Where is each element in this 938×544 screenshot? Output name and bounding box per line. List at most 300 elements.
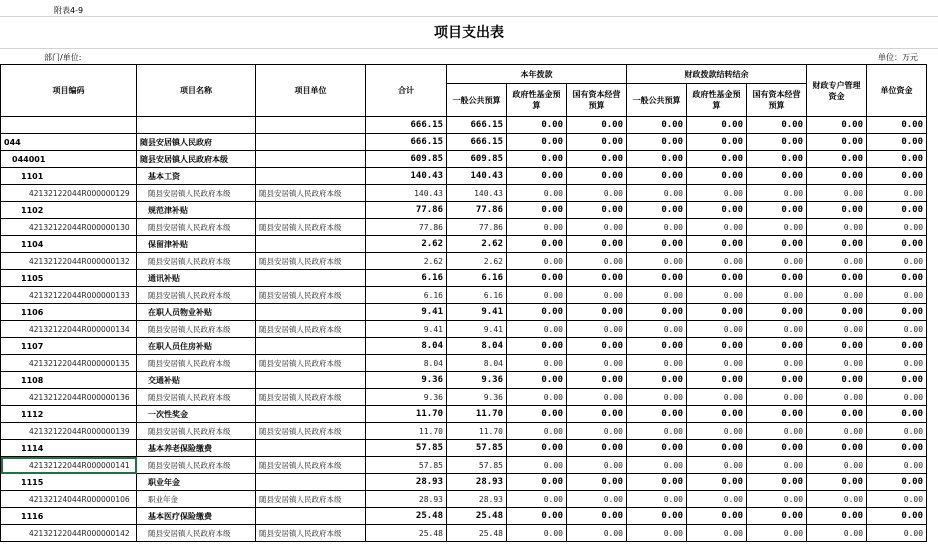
cell-value[interactable]: 0.00 — [747, 151, 807, 168]
cell-value[interactable]: 28.93 — [447, 474, 507, 491]
cell-value[interactable]: 0.00 — [687, 304, 747, 321]
cell-code[interactable]: 1102 — [1, 202, 137, 219]
cell-value[interactable]: 0.00 — [867, 474, 927, 491]
cell-unit[interactable]: 随县安居镇人民政府本级 — [256, 491, 366, 508]
cell-value[interactable]: 0.00 — [867, 151, 927, 168]
cell-value[interactable]: 0.00 — [567, 372, 627, 389]
cell-value[interactable]: 0.00 — [627, 508, 687, 525]
cell-value[interactable]: 0.00 — [867, 304, 927, 321]
cell-value[interactable]: 0.00 — [627, 321, 687, 338]
cell-value[interactable]: 0.00 — [867, 236, 927, 253]
cell-value[interactable]: 0.00 — [747, 423, 807, 440]
cell-name[interactable]: 基本医疗保险缴费 — [137, 508, 256, 525]
cell-value[interactable]: 666.15 — [447, 117, 507, 134]
cell-value[interactable]: 0.00 — [627, 253, 687, 270]
cell-value[interactable]: 0.00 — [807, 491, 867, 508]
cell-value[interactable]: 0.00 — [627, 389, 687, 406]
cell-value[interactable]: 0.00 — [747, 406, 807, 423]
cell-value[interactable]: 0.00 — [747, 134, 807, 151]
cell-name[interactable]: 随县安居镇人民政府本级 — [137, 525, 256, 542]
cell-value[interactable]: 0.00 — [867, 440, 927, 457]
header-carry-fund[interactable]: 政府性基金预算 — [687, 84, 747, 117]
cell-value[interactable]: 0.00 — [687, 355, 747, 372]
cell-name[interactable]: 职业年金 — [137, 474, 256, 491]
cell-value[interactable]: 0.00 — [747, 270, 807, 287]
cell-value[interactable]: 9.36 — [447, 372, 507, 389]
cell-value[interactable]: 9.36 — [447, 389, 507, 406]
cell-value[interactable]: 0.00 — [867, 168, 927, 185]
cell-value[interactable]: 0.00 — [687, 321, 747, 338]
cell-code[interactable]: 044001 — [1, 151, 137, 168]
cell-value[interactable]: 8.04 — [366, 355, 447, 372]
cell-code[interactable]: 42132122044R000000135 — [1, 355, 137, 372]
cell-unit[interactable] — [256, 270, 366, 287]
cell-value[interactable]: 0.00 — [627, 491, 687, 508]
cell-value[interactable]: 0.00 — [747, 440, 807, 457]
cell-value[interactable]: 0.00 — [807, 304, 867, 321]
cell-name[interactable]: 随县安居镇人民政府 — [137, 134, 256, 151]
cell-value[interactable]: 0.00 — [807, 321, 867, 338]
cell-value[interactable]: 140.43 — [366, 168, 447, 185]
cell-value[interactable]: 0.00 — [747, 287, 807, 304]
cell-value[interactable]: 0.00 — [807, 117, 867, 134]
cell-code[interactable]: 42132122044R000000139 — [1, 423, 137, 440]
cell-value[interactable]: 0.00 — [627, 423, 687, 440]
cell-value[interactable]: 0.00 — [687, 202, 747, 219]
cell-value[interactable]: 0.00 — [807, 168, 867, 185]
cell-value[interactable]: 2.62 — [447, 236, 507, 253]
cell-unit[interactable] — [256, 304, 366, 321]
cell-unit[interactable] — [256, 134, 366, 151]
cell-value[interactable]: 0.00 — [507, 338, 567, 355]
cell-value[interactable]: 9.41 — [366, 321, 447, 338]
cell-value[interactable]: 2.62 — [447, 253, 507, 270]
cell-name[interactable]: 随县安居镇人民政府本级 — [137, 355, 256, 372]
cell-code[interactable]: 42132124044R000000106 — [1, 491, 137, 508]
cell-value[interactable]: 0.00 — [627, 440, 687, 457]
cell-value[interactable]: 0.00 — [567, 219, 627, 236]
cell-value[interactable]: 57.85 — [366, 440, 447, 457]
cell-value[interactable]: 8.04 — [447, 355, 507, 372]
cell-value[interactable]: 0.00 — [807, 219, 867, 236]
cell-value[interactable]: 9.36 — [366, 372, 447, 389]
cell-code[interactable]: 1116 — [1, 508, 137, 525]
cell-value[interactable]: 0.00 — [807, 236, 867, 253]
cell-value[interactable]: 666.15 — [366, 134, 447, 151]
cell-value[interactable]: 0.00 — [687, 219, 747, 236]
cell-value[interactable]: 2.62 — [366, 236, 447, 253]
cell-code[interactable]: 1115 — [1, 474, 137, 491]
cell-value[interactable]: 0.00 — [567, 440, 627, 457]
cell-unit[interactable] — [256, 151, 366, 168]
cell-code[interactable]: 42132122044R000000133 — [1, 287, 137, 304]
header-carry-state[interactable]: 国有资本经营预算 — [747, 84, 807, 117]
cell-value[interactable]: 140.43 — [366, 185, 447, 202]
cell-value[interactable]: 0.00 — [807, 287, 867, 304]
cell-code[interactable]: 42132122044R000000136 — [1, 389, 137, 406]
cell-value[interactable]: 0.00 — [627, 457, 687, 474]
cell-value[interactable]: 0.00 — [627, 406, 687, 423]
cell-value[interactable]: 0.00 — [567, 457, 627, 474]
cell-value[interactable]: 0.00 — [867, 321, 927, 338]
cell-value[interactable]: 0.00 — [507, 185, 567, 202]
cell-value[interactable]: 0.00 — [687, 491, 747, 508]
cell-value[interactable]: 77.86 — [366, 202, 447, 219]
cell-code[interactable]: 1107 — [1, 338, 137, 355]
dept-label[interactable]: 部门/单位: — [44, 53, 82, 62]
cell-value[interactable]: 0.00 — [507, 372, 567, 389]
cell-value[interactable]: 0.00 — [747, 525, 807, 542]
cell-value[interactable]: 609.85 — [447, 151, 507, 168]
cell-value[interactable]: 0.00 — [567, 355, 627, 372]
cell-value[interactable]: 0.00 — [687, 423, 747, 440]
cell-value[interactable]: 6.16 — [447, 270, 507, 287]
cell-value[interactable]: 0.00 — [627, 117, 687, 134]
cell-name[interactable]: 在职人员住房补贴 — [137, 338, 256, 355]
cell-value[interactable]: 0.00 — [687, 457, 747, 474]
unit-label[interactable]: 单位：万元 — [878, 53, 918, 62]
header-special[interactable]: 财政专户管理资金 — [807, 65, 867, 117]
cell-value[interactable]: 0.00 — [627, 151, 687, 168]
cell-value[interactable]: 0.00 — [867, 338, 927, 355]
cell-value[interactable]: 0.00 — [567, 185, 627, 202]
cell-value[interactable]: 0.00 — [567, 134, 627, 151]
sheet-label[interactable]: 附表4-9 — [54, 6, 84, 15]
cell-value[interactable]: 0.00 — [627, 202, 687, 219]
cell-value[interactable]: 11.70 — [447, 423, 507, 440]
cell-value[interactable]: 11.70 — [366, 406, 447, 423]
cell-name[interactable]: 随县安居镇人民政府本级 — [137, 457, 256, 474]
cell-value[interactable]: 0.00 — [567, 423, 627, 440]
cell-code[interactable]: 1101 — [1, 168, 137, 185]
cell-value[interactable]: 0.00 — [507, 304, 567, 321]
cell-name[interactable]: 基本养老保险缴费 — [137, 440, 256, 457]
cell-value[interactable]: 28.93 — [366, 491, 447, 508]
cell-name[interactable]: 随县安居镇人民政府本级 — [137, 185, 256, 202]
cell-value[interactable]: 0.00 — [567, 508, 627, 525]
cell-value[interactable]: 0.00 — [747, 338, 807, 355]
cell-value[interactable]: 0.00 — [687, 270, 747, 287]
cell-value[interactable]: 0.00 — [507, 525, 567, 542]
cell-value[interactable]: 0.00 — [807, 440, 867, 457]
cell-value[interactable]: 0.00 — [507, 287, 567, 304]
cell-value[interactable]: 0.00 — [807, 389, 867, 406]
cell-name[interactable]: 在职人员物业补贴 — [137, 304, 256, 321]
cell-value[interactable]: 0.00 — [507, 440, 567, 457]
cell-unit[interactable]: 随县安居镇人民政府本级 — [256, 287, 366, 304]
cell-value[interactable]: 77.86 — [366, 219, 447, 236]
cell-code[interactable]: 1104 — [1, 236, 137, 253]
cell-unit[interactable]: 随县安居镇人民政府本级 — [256, 389, 366, 406]
cell-value[interactable]: 0.00 — [507, 491, 567, 508]
cell-value[interactable]: 0.00 — [807, 457, 867, 474]
cell-name[interactable]: 随县安居镇人民政府本级 — [137, 321, 256, 338]
cell-value[interactable]: 25.48 — [447, 508, 507, 525]
cell-code[interactable]: 42132122044R000000129 — [1, 185, 137, 202]
cell-value[interactable]: 0.00 — [747, 236, 807, 253]
header-group-current[interactable]: 本年拨款 — [447, 65, 627, 84]
cell-value[interactable]: 0.00 — [627, 338, 687, 355]
cell-unit[interactable] — [256, 508, 366, 525]
cell-value[interactable]: 0.00 — [507, 134, 567, 151]
header-unit[interactable]: 项目单位 — [256, 65, 366, 117]
cell-value[interactable]: 0.00 — [807, 423, 867, 440]
cell-value[interactable]: 0.00 — [687, 406, 747, 423]
header-general[interactable]: 一般公共预算 — [447, 84, 507, 117]
cell-value[interactable]: 0.00 — [567, 491, 627, 508]
cell-name[interactable]: 通讯补贴 — [137, 270, 256, 287]
cell-value[interactable]: 0.00 — [687, 151, 747, 168]
cell-value[interactable]: 0.00 — [507, 321, 567, 338]
cell-value[interactable]: 0.00 — [627, 474, 687, 491]
cell-value[interactable]: 0.00 — [687, 389, 747, 406]
cell-value[interactable]: 0.00 — [507, 474, 567, 491]
cell-code[interactable]: 1105 — [1, 270, 137, 287]
cell-value[interactable]: 0.00 — [747, 457, 807, 474]
cell-value[interactable]: 0.00 — [507, 355, 567, 372]
cell-value[interactable]: 0.00 — [507, 389, 567, 406]
cell-value[interactable]: 0.00 — [867, 287, 927, 304]
cell-value[interactable]: 0.00 — [747, 219, 807, 236]
cell-value[interactable]: 0.00 — [687, 508, 747, 525]
cell-value[interactable]: 0.00 — [687, 185, 747, 202]
cell-value[interactable]: 25.48 — [366, 525, 447, 542]
cell-value[interactable]: 0.00 — [747, 253, 807, 270]
cell-value[interactable]: 0.00 — [747, 185, 807, 202]
cell-code[interactable]: 1106 — [1, 304, 137, 321]
cell-value[interactable]: 0.00 — [867, 508, 927, 525]
cell-value[interactable]: 57.85 — [447, 457, 507, 474]
cell-code[interactable]: 044 — [1, 134, 137, 151]
cell-name[interactable]: 规范津补贴 — [137, 202, 256, 219]
cell-unit[interactable] — [256, 440, 366, 457]
cell-value[interactable]: 0.00 — [747, 389, 807, 406]
cell-value[interactable]: 57.85 — [366, 457, 447, 474]
cell-value[interactable]: 0.00 — [567, 168, 627, 185]
cell-unit[interactable] — [256, 338, 366, 355]
cell-value[interactable]: 0.00 — [567, 287, 627, 304]
cell-value[interactable]: 0.00 — [507, 219, 567, 236]
cell-unit[interactable]: 随县安居镇人民政府本级 — [256, 321, 366, 338]
cell-value[interactable]: 0.00 — [747, 304, 807, 321]
cell-code[interactable]: 1112 — [1, 406, 137, 423]
cell-value[interactable]: 11.70 — [366, 423, 447, 440]
cell-unit[interactable] — [256, 117, 366, 134]
cell-value[interactable]: 0.00 — [747, 491, 807, 508]
cell-value[interactable]: 0.00 — [687, 338, 747, 355]
cell-value[interactable]: 0.00 — [567, 474, 627, 491]
cell-value[interactable]: 609.85 — [366, 151, 447, 168]
cell-value[interactable]: 0.00 — [687, 134, 747, 151]
cell-value[interactable]: 0.00 — [567, 321, 627, 338]
cell-value[interactable]: 0.00 — [747, 202, 807, 219]
cell-value[interactable]: 0.00 — [867, 423, 927, 440]
cell-value[interactable]: 0.00 — [867, 117, 927, 134]
cell-value[interactable]: 0.00 — [867, 406, 927, 423]
cell-value[interactable]: 0.00 — [507, 236, 567, 253]
cell-value[interactable]: 0.00 — [867, 202, 927, 219]
header-own[interactable]: 单位资金 — [867, 65, 927, 117]
cell-value[interactable]: 0.00 — [507, 508, 567, 525]
cell-value[interactable]: 0.00 — [507, 253, 567, 270]
cell-value[interactable]: 0.00 — [807, 355, 867, 372]
cell-value[interactable]: 0.00 — [747, 474, 807, 491]
cell-unit[interactable] — [256, 168, 366, 185]
cell-value[interactable]: 0.00 — [567, 270, 627, 287]
cell-value[interactable]: 9.41 — [447, 321, 507, 338]
page-title[interactable]: 项目支出表 — [434, 25, 504, 41]
cell-value[interactable]: 0.00 — [867, 355, 927, 372]
cell-name[interactable]: 随县安居镇人民政府本级 — [137, 423, 256, 440]
cell-value[interactable]: 0.00 — [627, 525, 687, 542]
cell-value[interactable]: 8.04 — [366, 338, 447, 355]
cell-value[interactable]: 2.62 — [366, 253, 447, 270]
cell-value[interactable]: 0.00 — [627, 355, 687, 372]
cell-value[interactable]: 0.00 — [867, 457, 927, 474]
cell-value[interactable]: 25.48 — [366, 508, 447, 525]
cell-value[interactable]: 57.85 — [447, 440, 507, 457]
cell-name[interactable]: 基本工资 — [137, 168, 256, 185]
header-total[interactable]: 合计 — [366, 65, 447, 117]
cell-value[interactable]: 0.00 — [807, 474, 867, 491]
cell-value[interactable]: 0.00 — [627, 287, 687, 304]
cell-value[interactable]: 0.00 — [807, 151, 867, 168]
cell-value[interactable]: 0.00 — [567, 151, 627, 168]
cell-unit[interactable]: 随县安居镇人民政府本级 — [256, 525, 366, 542]
cell-value[interactable]: 0.00 — [747, 321, 807, 338]
cell-value[interactable]: 9.41 — [366, 304, 447, 321]
cell-value[interactable]: 0.00 — [507, 168, 567, 185]
cell-unit[interactable] — [256, 372, 366, 389]
cell-value[interactable]: 0.00 — [567, 236, 627, 253]
header-state[interactable]: 国有资本经营预算 — [567, 84, 627, 117]
cell-code[interactable]: 42132122044R000000142 — [1, 525, 137, 542]
cell-value[interactable]: 0.00 — [807, 372, 867, 389]
cell-value[interactable]: 25.48 — [447, 525, 507, 542]
cell-value[interactable]: 0.00 — [507, 151, 567, 168]
cell-value[interactable]: 0.00 — [507, 117, 567, 134]
cell-value[interactable]: 0.00 — [507, 202, 567, 219]
cell-value[interactable]: 28.93 — [366, 474, 447, 491]
cell-value[interactable]: 0.00 — [627, 270, 687, 287]
header-carry-general[interactable]: 一般公共预算 — [627, 84, 687, 117]
cell-value[interactable]: 0.00 — [627, 185, 687, 202]
cell-unit[interactable]: 随县安居镇人民政府本级 — [256, 457, 366, 474]
header-code[interactable]: 项目编码 — [1, 65, 137, 117]
cell-value[interactable]: 0.00 — [867, 134, 927, 151]
cell-value[interactable]: 0.00 — [567, 338, 627, 355]
cell-value[interactable]: 6.16 — [366, 287, 447, 304]
cell-name[interactable]: 一次性奖金 — [137, 406, 256, 423]
cell-code[interactable]: 1108 — [1, 372, 137, 389]
cell-name[interactable]: 随县安居镇人民政府本级 — [137, 219, 256, 236]
cell-value[interactable]: 0.00 — [687, 440, 747, 457]
cell-value[interactable]: 0.00 — [747, 168, 807, 185]
cell-value[interactable]: 0.00 — [747, 372, 807, 389]
cell-value[interactable]: 28.93 — [447, 491, 507, 508]
cell-code[interactable]: 42132122044R000000141 — [1, 457, 137, 474]
header-group-carry[interactable]: 财政拨款结转结余 — [627, 65, 807, 84]
cell-value[interactable]: 0.00 — [687, 168, 747, 185]
cell-unit[interactable] — [256, 236, 366, 253]
cell-value[interactable]: 0.00 — [807, 270, 867, 287]
cell-value[interactable]: 0.00 — [627, 372, 687, 389]
cell-value[interactable]: 0.00 — [687, 287, 747, 304]
header-fund[interactable]: 政府性基金预算 — [507, 84, 567, 117]
cell-value[interactable]: 0.00 — [807, 185, 867, 202]
cell-value[interactable]: 0.00 — [867, 389, 927, 406]
cell-name[interactable]: 随县安居镇人民政府本级 — [137, 389, 256, 406]
cell-unit[interactable]: 随县安居镇人民政府本级 — [256, 253, 366, 270]
cell-value[interactable]: 77.86 — [447, 219, 507, 236]
cell-value[interactable]: 0.00 — [687, 525, 747, 542]
cell-unit[interactable]: 随县安居镇人民政府本级 — [256, 355, 366, 372]
cell-value[interactable]: 0.00 — [687, 474, 747, 491]
cell-value[interactable]: 0.00 — [807, 338, 867, 355]
cell-value[interactable]: 0.00 — [567, 525, 627, 542]
cell-value[interactable]: 666.15 — [366, 117, 447, 134]
cell-value[interactable]: 0.00 — [807, 253, 867, 270]
cell-value[interactable]: 0.00 — [807, 134, 867, 151]
cell-code[interactable]: 42132122044R000000132 — [1, 253, 137, 270]
cell-value[interactable]: 0.00 — [567, 253, 627, 270]
cell-unit[interactable]: 随县安居镇人民政府本级 — [256, 423, 366, 440]
cell-name[interactable]: 随县安居镇人民政府本级 — [137, 151, 256, 168]
cell-value[interactable]: 8.04 — [447, 338, 507, 355]
cell-value[interactable]: 0.00 — [687, 236, 747, 253]
cell-name[interactable]: 随县安居镇人民政府本级 — [137, 287, 256, 304]
cell-value[interactable]: 0.00 — [807, 406, 867, 423]
cell-value[interactable]: 0.00 — [567, 117, 627, 134]
cell-value[interactable]: 0.00 — [747, 355, 807, 372]
cell-value[interactable]: 140.43 — [447, 185, 507, 202]
cell-value[interactable]: 0.00 — [627, 134, 687, 151]
cell-code[interactable]: 42132122044R000000134 — [1, 321, 137, 338]
cell-name[interactable]: 交通补贴 — [137, 372, 256, 389]
cell-value[interactable]: 0.00 — [867, 270, 927, 287]
cell-name[interactable]: 职业年金 — [137, 491, 256, 508]
cell-value[interactable]: 77.86 — [447, 202, 507, 219]
cell-unit[interactable]: 随县安居镇人民政府本级 — [256, 219, 366, 236]
cell-value[interactable]: 0.00 — [687, 117, 747, 134]
cell-name[interactable]: 保留津补贴 — [137, 236, 256, 253]
cell-value[interactable]: 140.43 — [447, 168, 507, 185]
cell-value[interactable]: 0.00 — [567, 202, 627, 219]
cell-value[interactable]: 0.00 — [507, 406, 567, 423]
cell-unit[interactable] — [256, 406, 366, 423]
cell-value[interactable]: 0.00 — [507, 270, 567, 287]
cell-value[interactable]: 0.00 — [747, 508, 807, 525]
cell-value[interactable]: 6.16 — [447, 287, 507, 304]
cell-value[interactable]: 0.00 — [627, 304, 687, 321]
cell-value[interactable]: 11.70 — [447, 406, 507, 423]
cell-value[interactable]: 9.41 — [447, 304, 507, 321]
cell-value[interactable]: 0.00 — [507, 457, 567, 474]
cell-value[interactable]: 0.00 — [867, 219, 927, 236]
cell-name[interactable] — [137, 117, 256, 134]
cell-value[interactable]: 0.00 — [867, 372, 927, 389]
cell-value[interactable]: 666.15 — [447, 134, 507, 151]
cell-value[interactable]: 9.36 — [366, 389, 447, 406]
cell-value[interactable]: 6.16 — [366, 270, 447, 287]
cell-value[interactable]: 0.00 — [627, 219, 687, 236]
cell-value[interactable]: 0.00 — [867, 525, 927, 542]
cell-value[interactable]: 0.00 — [507, 423, 567, 440]
cell-value[interactable]: 0.00 — [807, 525, 867, 542]
cell-value[interactable]: 0.00 — [567, 304, 627, 321]
cell-code[interactable] — [1, 117, 137, 134]
cell-value[interactable]: 0.00 — [687, 253, 747, 270]
